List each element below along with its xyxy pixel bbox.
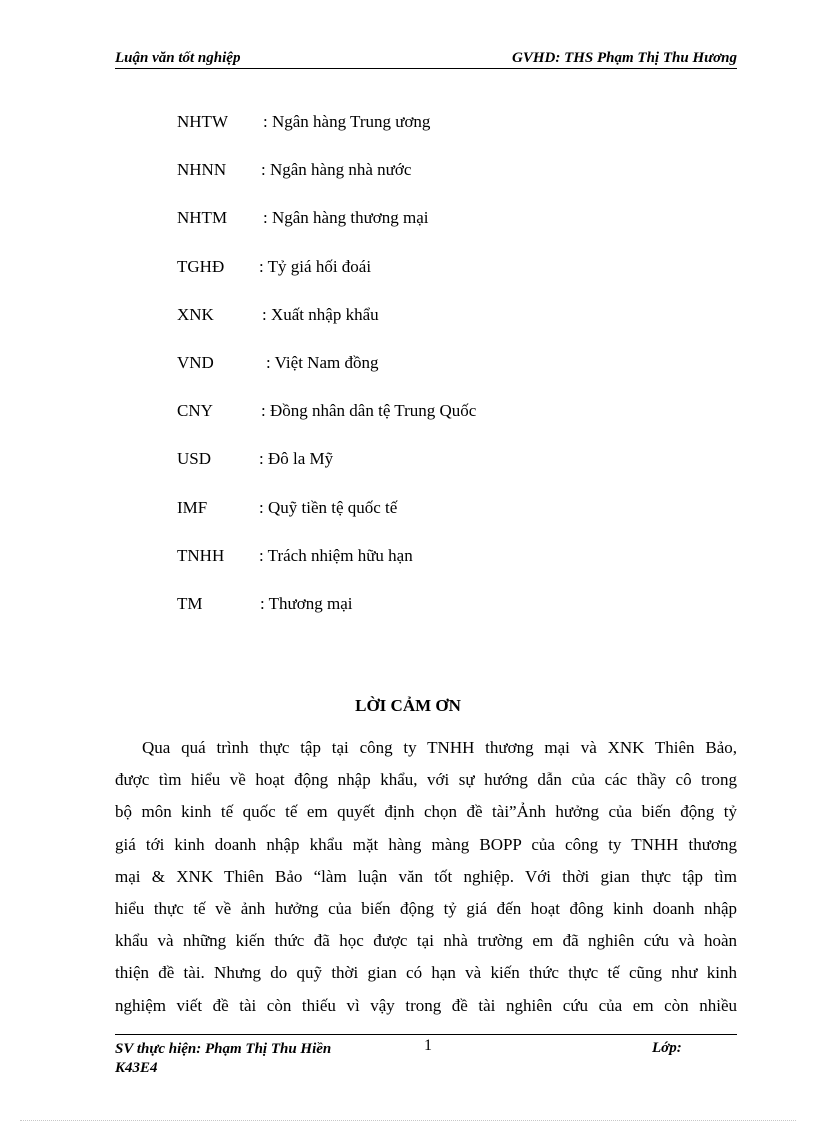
- abbreviation-row: [177, 255, 677, 303]
- abbreviation-meaning: : Việt Nam đồng: [266, 352, 379, 372]
- header-supervisor: GVHD: THS Phạm Thị Thu Hương: [512, 50, 737, 66]
- abbreviation-row: [177, 158, 677, 206]
- paragraph-line: mại & XNK Thiên Bảo “làm luận văn tốt nghiệp. Với thời gian thực tập tìm: [115, 866, 737, 886]
- paragraph-line: bộ môn kinh tế quốc tế em quyết định chọn đề tài”Ảnh hưởng của biến động tỷ: [115, 802, 737, 822]
- abbreviation-code: TNHH: [177, 545, 225, 565]
- paragraph-line: hiểu thực tế về ảnh hưởng của biến động tỷ giá đến hoạt đông kinh doanh nhập: [115, 898, 737, 918]
- abbreviation-row: [177, 399, 677, 447]
- footer-class-label: Lớp:: [652, 1040, 682, 1056]
- abbreviation-code: TGHĐ: [177, 256, 225, 276]
- footer-divider: [115, 1034, 737, 1035]
- abbreviation-code: VND: [177, 352, 214, 372]
- abbreviation-list: [177, 110, 677, 640]
- abbreviation-meaning: : Đô la Mỹ: [259, 449, 334, 469]
- footer-student-name: SV thực hiện: Phạm Thị Thu Hiền: [115, 1041, 332, 1057]
- paragraph-line: Qua quá trình thực tập tại công ty TNHH thương mại và XNK Thiên Bảo,: [142, 738, 737, 757]
- abbreviation-meaning: : Thương mại: [260, 593, 353, 613]
- abbreviation-code: NHTM: [177, 208, 228, 228]
- abbreviation-row: [177, 447, 677, 495]
- paragraph-line: giá tới kinh doanh nhập khẩu mặt hàng màng BOPP của công ty TNHH thương: [115, 834, 737, 854]
- abbreviation-meaning: : Xuất nhập khẩu: [262, 304, 379, 324]
- abbreviation-meaning: : Trách nhiệm hữu hạn: [259, 545, 413, 565]
- page-header: [115, 48, 737, 69]
- abbreviation-code: NHNN: [177, 160, 227, 180]
- abbreviation-meaning: : Ngân hàng nhà nước: [261, 160, 412, 180]
- abbreviation-meaning: : Đồng nhân dân tệ Trung Quốc: [261, 401, 477, 421]
- abbreviation-code: XNK: [177, 304, 214, 324]
- abbreviation-code: USD: [177, 449, 212, 469]
- footer-student-class-code: K43E4: [115, 1060, 158, 1076]
- abbreviation-code: NHTW: [177, 112, 228, 131]
- abbreviation-row: [177, 206, 677, 254]
- abbreviation-row: [177, 544, 677, 592]
- abbreviation-meaning: : Ngân hàng thương mại: [263, 208, 429, 228]
- abbreviation-code: CNY: [177, 401, 213, 421]
- abbreviation-meaning: : Quỹ tiền tệ quốc tế: [259, 497, 398, 517]
- abbreviation-code: TM: [177, 593, 203, 613]
- paragraph-line: nghiệm viết đề tài còn thiếu vì vậy trong đề tài nghiên cứu của em còn nhiều: [115, 995, 737, 1015]
- paragraph-line: được tìm hiểu về hoạt động nhập khẩu, với sự hướng dẫn của các thầy cô trong: [115, 770, 737, 790]
- acknowledgement-title: LỜI CẢM ƠN: [355, 696, 461, 715]
- abbreviation-row: [177, 496, 677, 544]
- paragraph-line: thiện đề tài. Nhưng do quỹ thời gian có hạn và kiến thức thực tế cũng như kinh: [115, 963, 737, 983]
- page-bottom-edge: [20, 1120, 796, 1121]
- abbreviation-row: [177, 351, 677, 399]
- footer-student-info: [115, 1040, 375, 1078]
- abbreviation-meaning: : Ngân hàng Trung ương: [263, 112, 431, 131]
- abbreviation-meaning: : Tỷ giá hối đoái: [259, 256, 372, 276]
- abbreviation-row: [177, 110, 677, 158]
- abbreviation-row: [177, 592, 677, 640]
- header-thesis-label: Luận văn tốt nghiệp: [115, 50, 241, 66]
- paragraph-line: khẩu và những kiến thức đã học được tại nhà trường em đã nghiên cứu và hoàn: [115, 931, 737, 951]
- abbreviation-code: IMF: [177, 497, 208, 517]
- acknowledgement-body: [115, 732, 737, 1022]
- page-number: 1: [424, 1037, 432, 1054]
- abbreviation-row: [177, 303, 677, 351]
